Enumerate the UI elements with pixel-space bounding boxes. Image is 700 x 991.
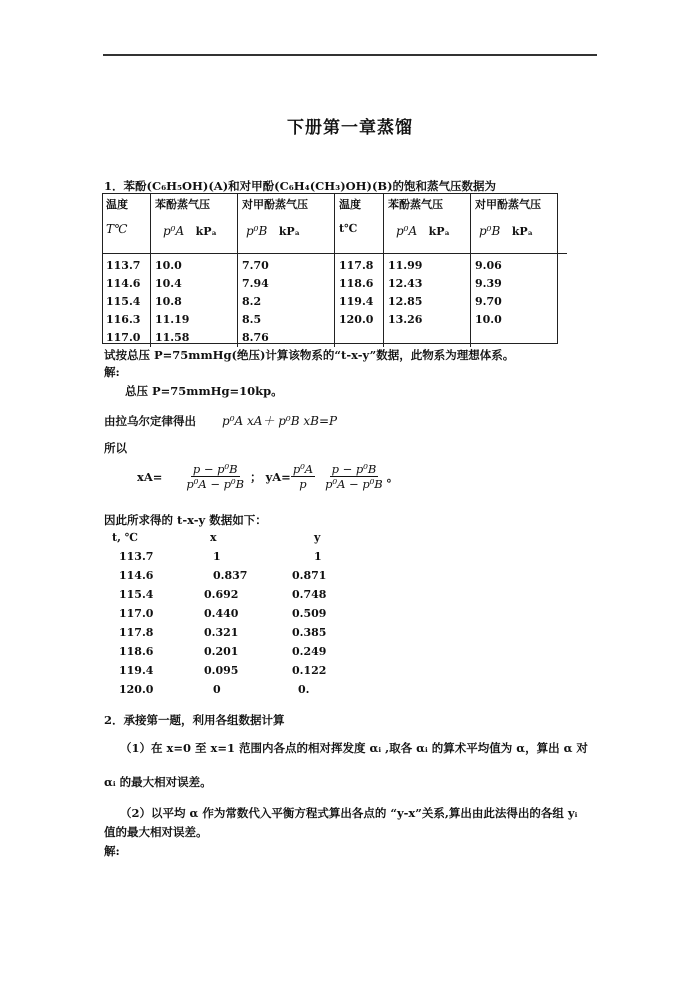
header-phenol: 苯酚蒸气压 p⁰A kPₐ — [151, 193, 238, 254]
table-row: 114.6 0.837 0.871 — [119, 569, 327, 582]
formula-line: xA= $\frac{\text{p − p⁰B}}{\text{p⁰A − p⁰B}}$ ； yA= $\frac{\text{p⁰A}}{p}$ $\frac{\text{p − p⁰B}}{\text{p⁰A − p⁰B}}$ 。 — [137, 462, 399, 491]
page-title: 下册第一章蒸馏 — [287, 118, 413, 138]
total-pressure: 总压 P=75mmHg=10kp。 — [125, 384, 283, 398]
table-row: 115.4 10.8 8.2 119.4 12.85 9.70 — [102, 293, 567, 311]
problem2-statement: 2．承接第一题，利用各组数据计算 — [104, 713, 285, 727]
header-cresol: 对甲酚蒸气压 p⁰B kPₐ — [238, 193, 335, 254]
table-row: 113.7 10.0 7.70 117.8 11.99 9.06 — [102, 254, 567, 276]
problem2-solution-label: 解: — [104, 844, 120, 858]
table-row: 118.6 0.201 0.249 — [119, 645, 327, 658]
problem2-part2-line2: 值的最大相对误差。 — [104, 825, 208, 839]
table-row: 116.3 11.19 8.5 120.0 13.26 10.0 — [102, 311, 567, 329]
ya-fraction-2: $\frac{\text{p − p⁰B}}{\text{p⁰A − p⁰B}}$ — [325, 462, 383, 491]
ya-fraction-1: $\frac{\text{p⁰A}}{p}$ — [292, 462, 314, 491]
ya-label: yA= — [265, 469, 291, 484]
table-header-row: t, ℃ x y — [112, 531, 321, 544]
solution-label: 解: — [104, 365, 120, 379]
header-phenol-right: 苯酚蒸气压 p⁰A kPₐ — [384, 193, 471, 254]
txy-table — [112, 528, 374, 699]
problem1-statement: 1．苯酚(C₆H₅OH)(A)和对甲酚(C₆H₄(CH₃)OH)(B)的饱和蒸气压数据为 — [104, 179, 497, 193]
vapor-pressure-table — [102, 193, 567, 347]
table-row: 117.0 0.440 0.509 — [119, 607, 327, 620]
table-row: 117.8 0.321 0.385 — [119, 626, 327, 639]
table-row: 114.6 10.4 7.94 118.6 12.43 9.39 — [102, 275, 567, 293]
raoult-equation: p⁰A xA＋ p⁰B xB=P — [222, 414, 338, 428]
table-row: 119.4 0.095 0.122 — [119, 664, 327, 677]
header-temp-left: 温度 T℃ — [102, 193, 151, 254]
table-row: 113.7 1 1 — [119, 550, 322, 563]
problem2-part1-line1: （1）在 x=0 至 x=1 范围内各点的相对挥发度 αᵢ ,取各 αᵢ 的算术平均值为 α，算出 α 对 — [120, 741, 588, 755]
table-row: 120.0 0 0. — [119, 683, 310, 696]
table-row: 117.0 11.58 8.76 — [102, 329, 567, 347]
header-cresol-right: 对甲酚蒸气压 p⁰B kPₐ — [471, 193, 568, 254]
result-intro: 因此所求得的 t-x-y 数据如下： — [104, 513, 267, 527]
header-temp-right: 温度 t℃ — [335, 193, 384, 254]
problem2-part1-line2: αᵢ 的最大相对误差。 — [104, 775, 212, 789]
table-row: 115.4 0.692 0.748 — [119, 588, 327, 601]
header-rule — [103, 54, 597, 56]
raoult-line: 由拉乌尔定律得出 p⁰A xA＋ p⁰B xB=P — [104, 414, 338, 428]
problem2-part2-line1: （2）以平均 α 作为常数代入平衡方程式算出各点的 “y-x”关系,算出由此法得出的各组 yᵢ — [120, 806, 578, 820]
problem1-task: 试按总压 P=75mmHg(绝压)计算该物系的“t-x-y”数据，此物系为理想体系。 — [104, 348, 515, 362]
so-label: 所以 — [104, 441, 127, 455]
xa-fraction: $\frac{\text{p − p⁰B}}{\text{p⁰A − p⁰B}}$ — [186, 462, 245, 491]
xa-label: xA= — [137, 469, 163, 484]
